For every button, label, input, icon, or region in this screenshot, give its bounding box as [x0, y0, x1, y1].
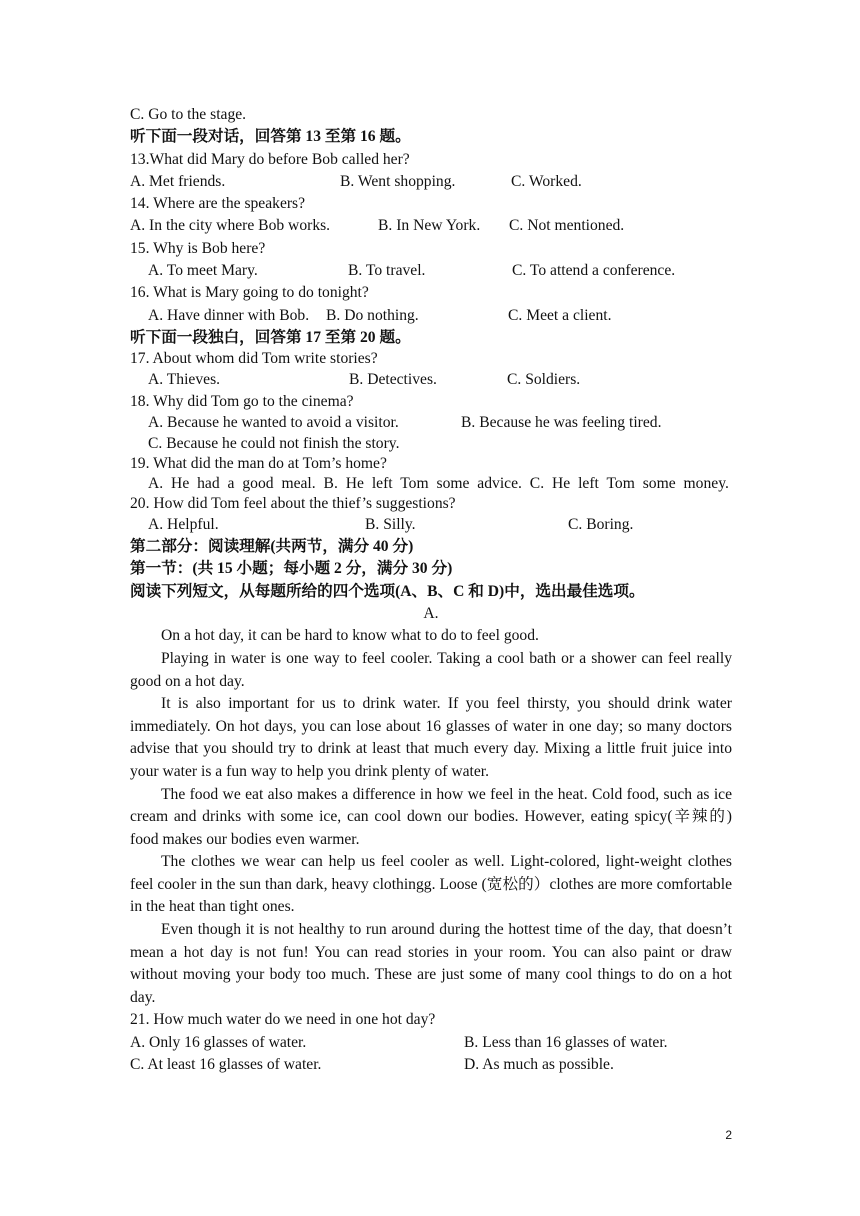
question-16-options — [130, 305, 732, 327]
option-a: A. Only 16 glasses of water. — [130, 1033, 307, 1051]
option-c: C. Because he could not finish the story. — [148, 434, 400, 452]
option-a: A. To meet Mary. — [148, 262, 258, 280]
question-17-options — [130, 369, 732, 391]
option-b: B. In New York. — [378, 217, 481, 235]
question-21-options-cd — [130, 1054, 732, 1076]
option-a: A. In the city where Bob works. — [130, 217, 331, 235]
instructions: 阅读下列短文，从每题所给的四个选项(A、B、C 和 D)中，选出最佳选项。 — [130, 582, 645, 600]
exam-page — [130, 104, 732, 1076]
option-b: B. Detectives. — [349, 371, 437, 389]
option-a: A. Have dinner with Bob. — [148, 306, 310, 324]
question-19-options: A. He had a good meal. B. He left Tom some advice. C. He left Tom some money. — [148, 474, 729, 492]
passage-label: A. — [423, 605, 439, 623]
paragraph: The food we eat also makes a difference in how we feel in the heat. Cold food, such as ice cream and drinks with some ice, can cool down our bodies. However, eating spicy(辛辣的) food makes our bodies even warmer. — [130, 785, 732, 848]
question-21-options-ab — [130, 1032, 732, 1054]
question-13-options — [130, 171, 732, 193]
page-number: 2 — [725, 1128, 732, 1142]
option-c: C. At least 16 glasses of water. — [130, 1056, 322, 1074]
paragraph: It is also important for us to drink water. If you feel thirsty, you should drink water immediately. On hot days, you can lose about 16 glasses of water in one day; so many doctors advise that you should try to drink at least that much every day. Mixing a little fruit juice into your water is a fun way to help you drink plenty of water. — [130, 695, 732, 780]
option-d: D. As much as possible. — [464, 1056, 614, 1074]
question-20: 20. How did Tom feel about the thief’s suggestions? — [130, 494, 456, 512]
option-c: C. Worked. — [511, 172, 582, 190]
option-c: C. Meet a client. — [508, 306, 612, 324]
option-c: C. Soldiers. — [507, 371, 581, 389]
option-b: B. Silly. — [365, 515, 416, 533]
question-15-options — [130, 260, 732, 282]
option-b: B. To travel. — [348, 262, 426, 280]
question-16: 16. What is Mary going to do tonight? — [130, 284, 369, 302]
option-a: A. Thieves. — [148, 371, 221, 389]
question-21: 21. How much water do we need in one hot day? — [130, 1011, 436, 1029]
paragraph: Even though it is not healthy to run around during the hottest time of the day, that doesn’t mean a hot day is not fun! You can read stories in your room. You can also paint or draw without moving your body too much. These are just some of many cool things to do on a hot day. — [130, 921, 732, 1006]
paragraph: Playing in water is one way to feel cooler. Taking a cool bath or a shower can feel really good on a hot day. — [130, 649, 732, 690]
paragraph: The clothes we wear can help us feel cooler as well. Light-colored, light-weight clothes feel cooler in the sun than dark, heavy clothingg. Loose (宽松的）clothes are more comfortable in the heat than tight ones. — [130, 853, 732, 916]
part-heading: 第二部分：阅读理解(共两节，满分 40 分) — [130, 538, 414, 556]
question-18: 18. Why did Tom go to the cinema? — [130, 392, 354, 410]
option-b: B. Do nothing. — [326, 306, 419, 324]
option-a: A. Met friends. — [130, 172, 226, 190]
option-c: C. Not mentioned. — [509, 217, 625, 235]
question-14: 14. Where are the speakers? — [130, 195, 306, 213]
option-c: C. Boring. — [568, 515, 634, 533]
option-a: A. Helpful. — [148, 515, 219, 533]
question-15: 15. Why is Bob here? — [130, 239, 266, 257]
option-c: C. To attend a conference. — [512, 262, 676, 280]
question-17: 17. About whom did Tom write stories? — [130, 350, 378, 368]
option-b: B. Less than 16 glasses of water. — [464, 1033, 668, 1051]
section-heading: 听下面一段对话，回答第 13 至第 16 题。 — [130, 128, 411, 146]
question-19: 19. What did the man do at Tom’s home? — [130, 454, 387, 472]
question-14-options — [130, 215, 732, 237]
option-text: C. Go to the stage. — [130, 106, 247, 123]
section-heading: 第一节：(共 15 小题；每小题 2 分，满分 30 分) — [130, 560, 453, 578]
option-b: B. Because he was feeling tired. — [461, 413, 662, 431]
option-a: A. Because he wanted to avoid a visitor. — [148, 413, 399, 431]
question-13: 13.What did Mary do before Bob called her? — [130, 150, 410, 168]
paragraph: On a hot day, it can be hard to know what to do to feel good. — [161, 627, 539, 645]
question-20-options — [130, 514, 732, 536]
question-18-options — [130, 412, 732, 434]
option-b: B. Went shopping. — [340, 172, 456, 190]
section-heading: 听下面一段独白，回答第 17 至第 20 题。 — [130, 328, 411, 346]
